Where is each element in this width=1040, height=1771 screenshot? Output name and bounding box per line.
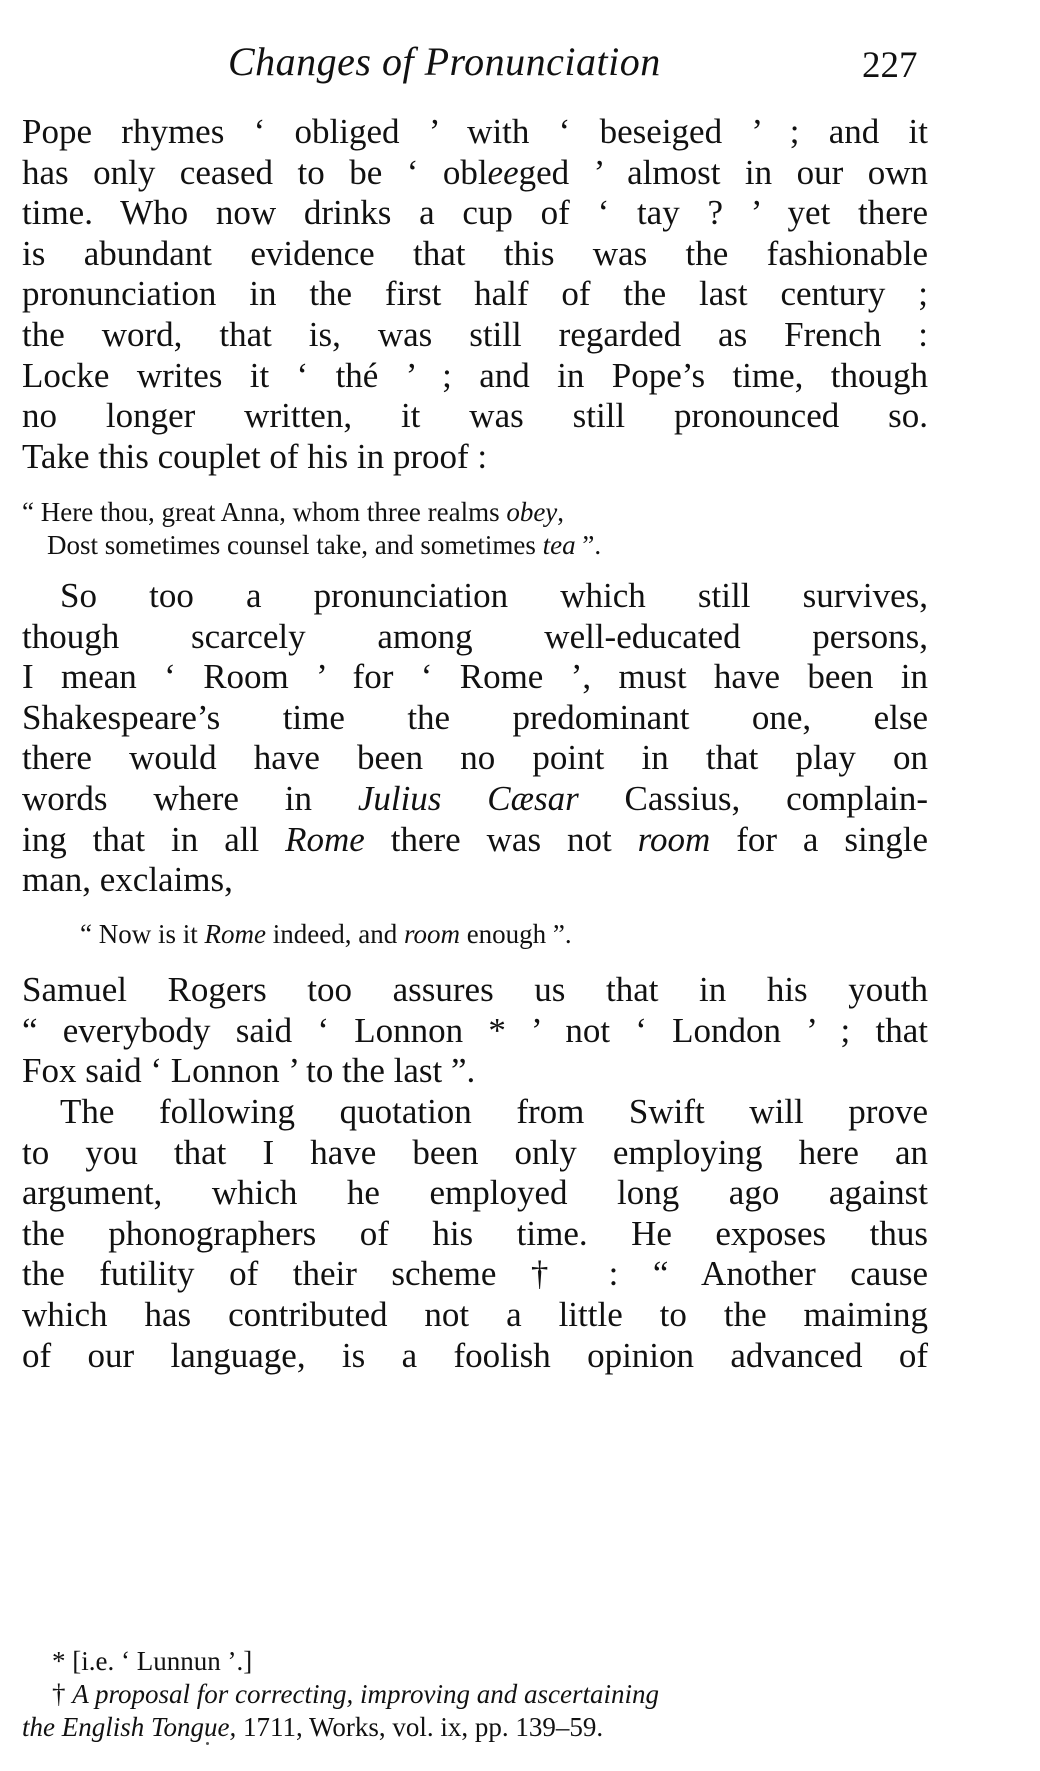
text-line: man, exclaims, (22, 860, 233, 900)
text-line: So too a pronunciation which still survives, (60, 576, 928, 615)
print-speck (206, 1742, 209, 1745)
quote-couplet (22, 496, 601, 562)
text-line: I mean ‘ Room ’ for ‘ Rome ’, must have been in (22, 657, 928, 697)
page-header (0, 38, 1040, 98)
paragraph-1 (22, 112, 928, 477)
text-line: though scarcely among well-educated persons, (22, 616, 928, 656)
text-line: ing that in all Rome there was not room for a single (22, 819, 928, 859)
text-line: no longer written, it was still pronounced so. (22, 396, 928, 436)
text-line: Take this couplet of his in proof : (22, 436, 488, 476)
paragraph-4 (22, 1092, 928, 1376)
text-line: argument, which he employed long ago against (22, 1173, 928, 1213)
text-line: time. Who now drinks a cup of ‘ tay ? ’ yet there (22, 193, 928, 233)
text-line: the word, that is, was still regarded as French : (22, 314, 928, 354)
text-line: is abundant evidence that this was the fashionable (22, 233, 928, 273)
text-line: Locke writes it ‘ thé ’ ; and in Pope’s time, though (22, 355, 928, 395)
text-line: Shakespeare’s time the predominant one, else (22, 697, 928, 737)
quote-julius-caesar: “ Now is it Rome indeed, and room enough ”. (80, 919, 572, 949)
paragraph-2 (22, 576, 928, 901)
text-line: which has contributed not a little to the maiming (22, 1294, 928, 1334)
footnote-marker: † (52, 1679, 66, 1709)
text-line: “ everybody said ‘ Lonnon * ’ not ‘ London ’ ; that (22, 1010, 928, 1050)
text-line: pronunciation in the first half of the last century ; (22, 274, 928, 314)
text-line: of our language, is a foolish opinion advanced of (22, 1335, 928, 1375)
page-number: 227 (862, 45, 918, 86)
text-line: Pope rhymes ‘ obliged ’ with ‘ beseiged ’ ; and it (22, 112, 928, 151)
text-line: The following quotation from Swift will prove (60, 1092, 928, 1131)
footnotes (22, 1645, 932, 1744)
running-title: Changes of Pronunciation (228, 39, 661, 84)
text-line: the phonographers of his time. He exposes thus (22, 1213, 928, 1253)
footnote-1: * [i.e. ‘ Lunnun ’.] (52, 1646, 253, 1676)
paragraph-3 (22, 970, 928, 1092)
text-line: words where in Julius Cæsar Cassius, complain- (22, 778, 928, 818)
quote-line: “ Here thou, great Anna, whom three realms obey, (22, 497, 565, 527)
text-line: there would have been no point in that play on (22, 738, 928, 778)
footnote-2-continued: the English Tongue, 1711, Works, vol. ix, pp. 139–59. (22, 1712, 604, 1742)
text-line: Fox said ‘ Lonnon ’ to the last ”. (22, 1051, 476, 1091)
quote-line: Dost sometimes counsel take, and sometimes tea ”. (47, 530, 602, 560)
text-line: the futility of their scheme † : “ Another cause (22, 1254, 928, 1294)
footnote-2: † A proposal for correcting, improving and ascertaining (52, 1679, 659, 1709)
text-line: Samuel Rogers too assures us that in his youth (22, 970, 928, 1009)
text-line: to you that I have been only employing here an (22, 1132, 928, 1172)
text-line: has only ceased to be ‘ obleeged ’ almost in our own (22, 152, 929, 192)
footnote-marker: * (52, 1646, 66, 1676)
